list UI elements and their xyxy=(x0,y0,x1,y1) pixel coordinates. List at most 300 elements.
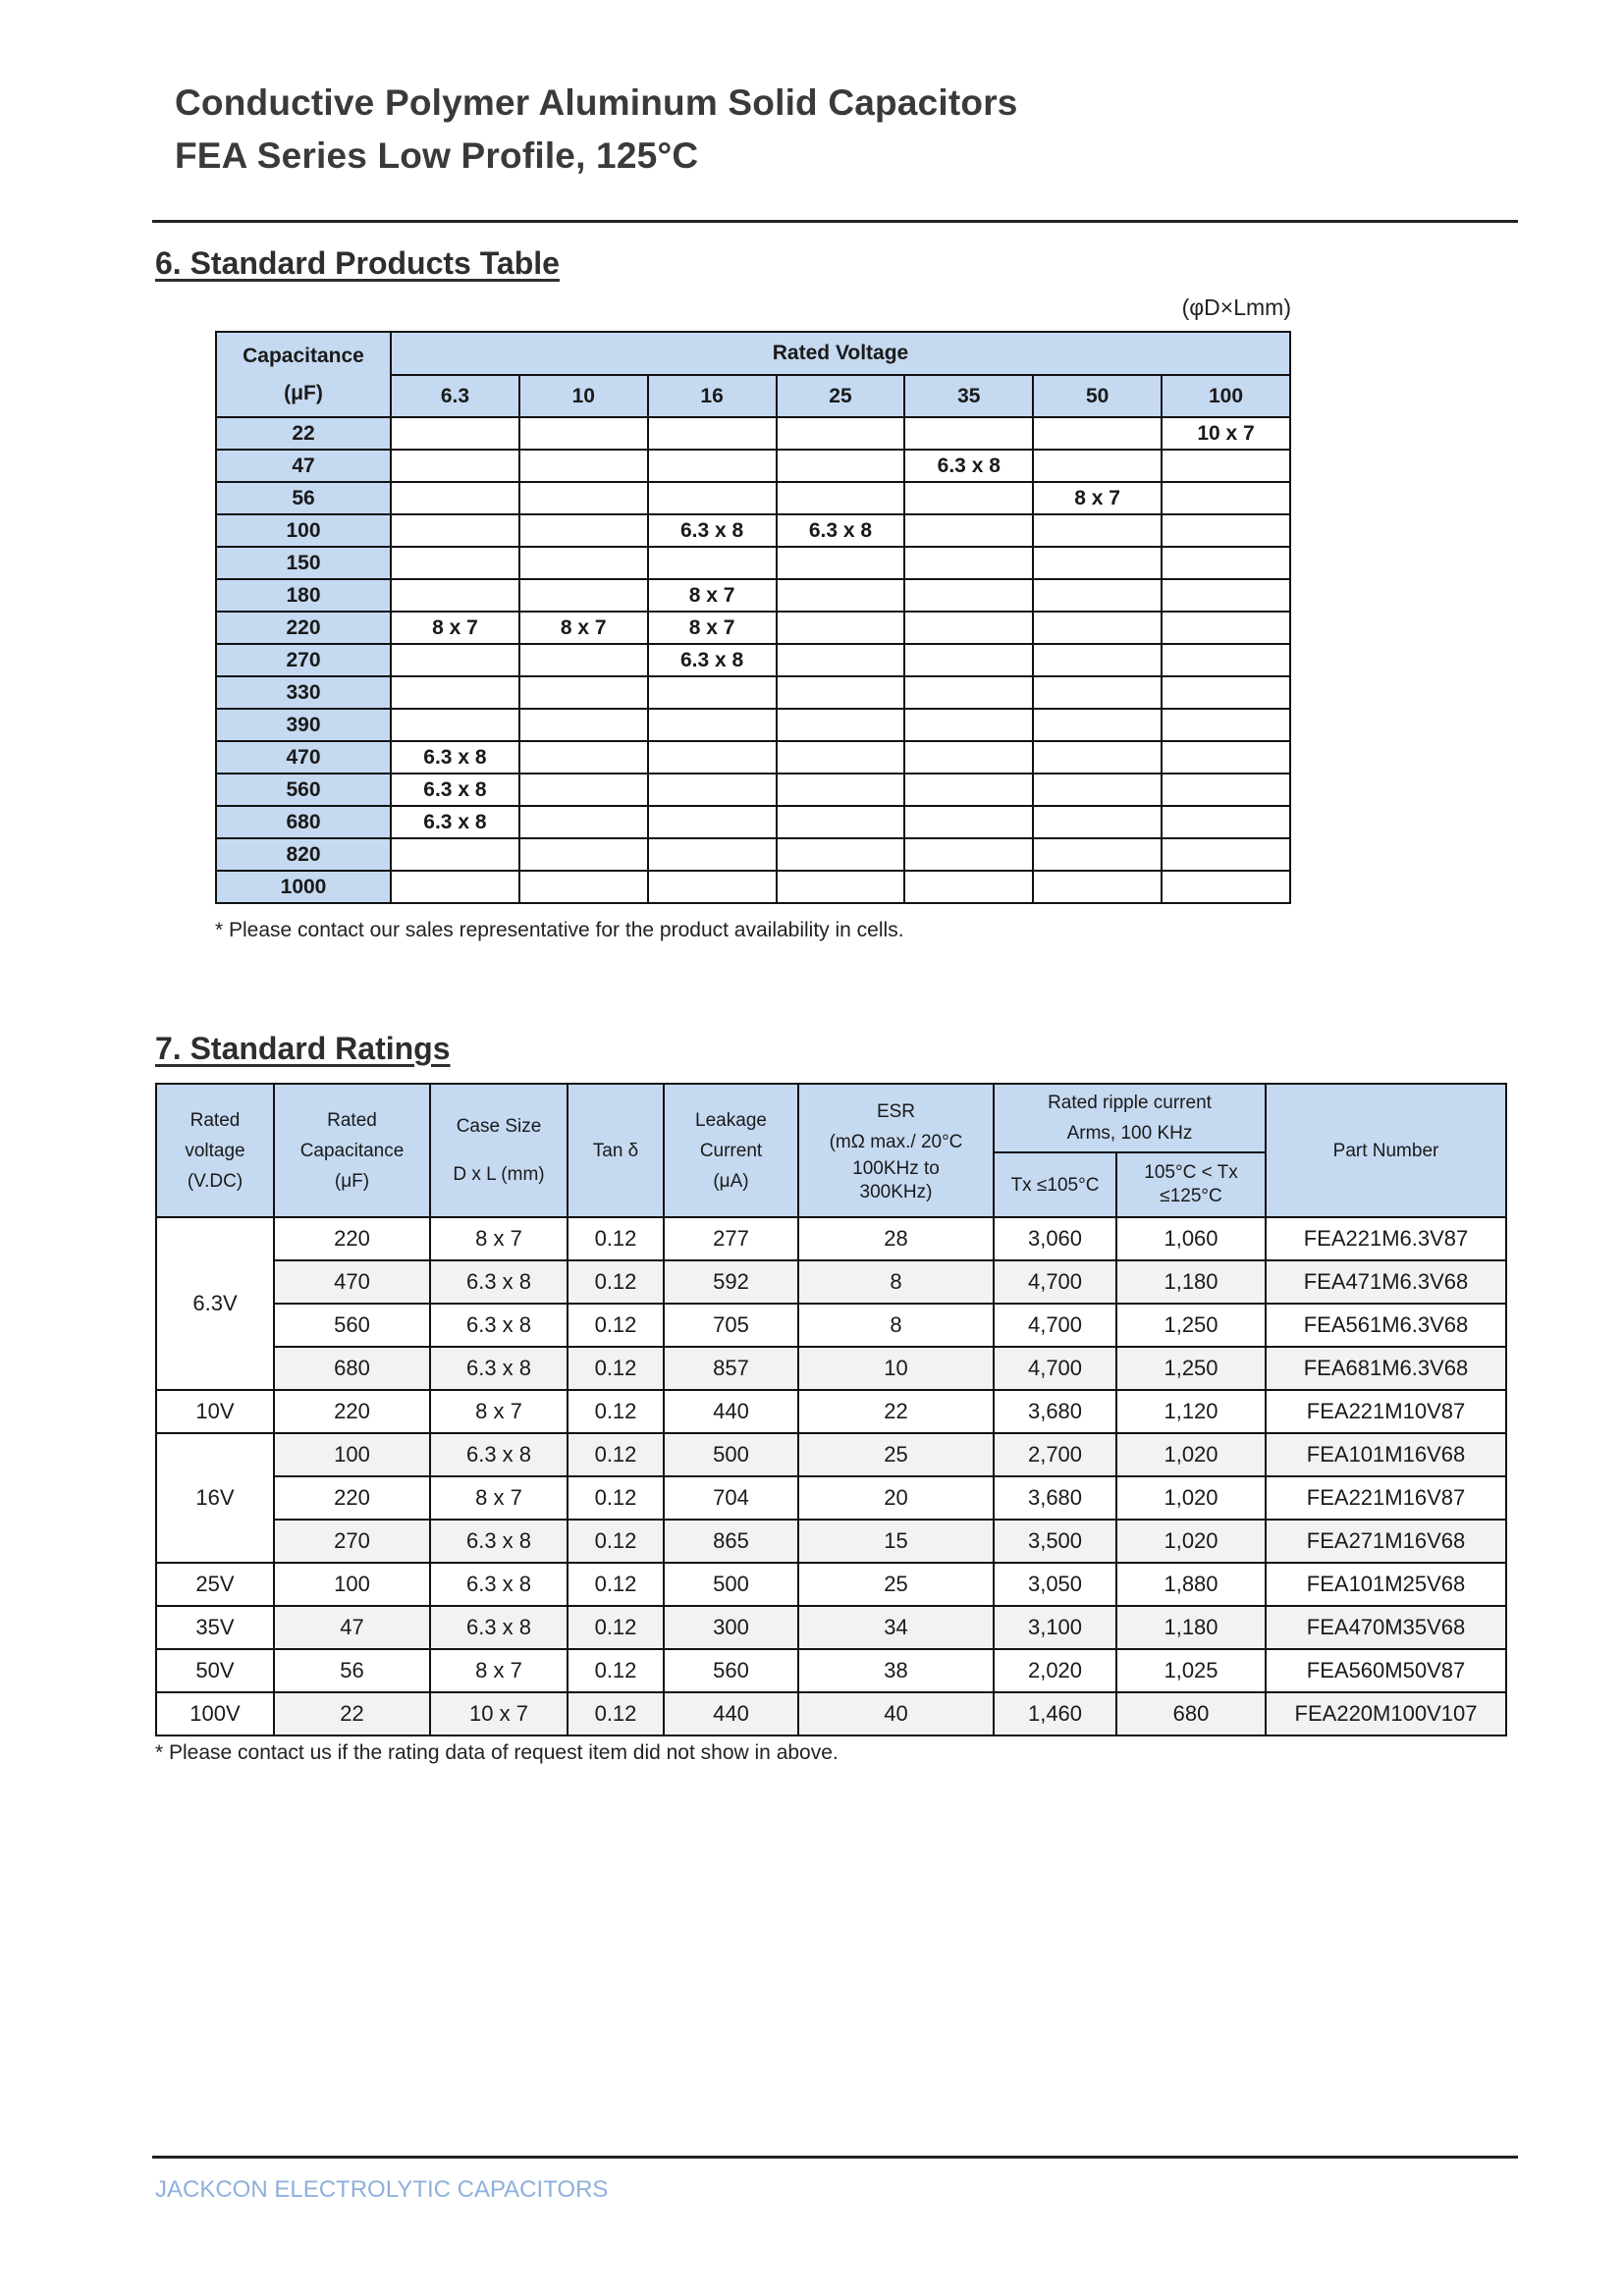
voltage-header-cell: 10 xyxy=(519,375,648,417)
case-size-cell xyxy=(1162,514,1290,547)
table-row xyxy=(156,1347,1506,1390)
ripple-sub-2-line-1: 105°C < Tx xyxy=(1144,1162,1238,1183)
rated-voltage-cell: 10V xyxy=(156,1390,274,1433)
case-size-cell xyxy=(648,774,777,806)
rated-capacitance-cell: 270 xyxy=(274,1520,430,1563)
case-size-cell: 6.3 x 8 xyxy=(430,1260,568,1304)
products-note: * Please contact our sales representative for the product availability in cells. xyxy=(215,919,904,941)
case-size-cell xyxy=(1033,612,1162,644)
case-size-cell: 8 x 7 xyxy=(391,612,519,644)
case-size-cell xyxy=(777,547,905,579)
case-size-cell xyxy=(777,741,905,774)
table-row xyxy=(156,1606,1506,1649)
part-number-cell: FEA471M6.3V68 xyxy=(1266,1260,1506,1304)
table-row xyxy=(156,1692,1506,1735)
part-number-cell: FEA560M50V87 xyxy=(1266,1649,1506,1692)
capacitance-cell: 56 xyxy=(216,482,391,514)
case-size-cell xyxy=(904,514,1033,547)
tan-delta-cell: 0.12 xyxy=(568,1520,664,1563)
ratings-note: * Please contact us if the rating data of request item did not show in above. xyxy=(155,1741,839,1764)
rated-capacitance-line-2: Capacitance xyxy=(299,1140,405,1161)
case-size-cell xyxy=(1162,612,1290,644)
case-size-cell xyxy=(1162,547,1290,579)
esr-cell: 38 xyxy=(798,1649,994,1692)
case-size-cell xyxy=(519,676,648,709)
case-size-cell: 6.3 x 8 xyxy=(430,1304,568,1347)
capacitance-cell: 470 xyxy=(216,741,391,774)
case-size-cell xyxy=(648,547,777,579)
case-size-cell xyxy=(777,644,905,676)
leakage-current-cell: 277 xyxy=(664,1217,798,1260)
case-size-cell xyxy=(519,579,648,612)
header-divider xyxy=(152,220,1518,223)
ripple-sub-header-2 xyxy=(1116,1152,1266,1217)
capacitance-header-unit: (μF) xyxy=(284,381,323,404)
footer-brand: JACKCON ELECTROLYTIC CAPACITORS xyxy=(155,2176,609,2203)
table-row xyxy=(156,1520,1506,1563)
case-size-cell: 6.3 x 8 xyxy=(391,741,519,774)
ripple-105-cell: 3,060 xyxy=(994,1217,1116,1260)
case-size-cell xyxy=(648,806,777,838)
esr-cell: 10 xyxy=(798,1347,994,1390)
case-size-cell xyxy=(1033,644,1162,676)
case-size-cell xyxy=(904,644,1033,676)
esr-line-4: 300KHz) xyxy=(859,1182,933,1202)
case-size-cell: 8 x 7 xyxy=(430,1390,568,1433)
case-size-cell xyxy=(1162,806,1290,838)
case-size-cell xyxy=(1033,676,1162,709)
table-row xyxy=(216,838,1290,871)
capacitance-cell: 270 xyxy=(216,644,391,676)
ripple-105-cell: 3,500 xyxy=(994,1520,1116,1563)
leakage-line-2: Current xyxy=(699,1140,763,1161)
ripple-125-cell: 1,020 xyxy=(1116,1476,1266,1520)
case-size-cell xyxy=(391,482,519,514)
case-size-cell xyxy=(648,741,777,774)
case-size-cell xyxy=(1162,709,1290,741)
case-size-cell xyxy=(904,774,1033,806)
part-number-cell: FEA271M16V68 xyxy=(1266,1520,1506,1563)
table-row xyxy=(216,741,1290,774)
tan-delta-cell: 0.12 xyxy=(568,1563,664,1606)
case-size-col-header xyxy=(430,1084,568,1217)
case-size-cell xyxy=(519,644,648,676)
rated-voltage-cell: 25V xyxy=(156,1563,274,1606)
leakage-line-1: Leakage xyxy=(695,1109,767,1131)
case-size-cell xyxy=(519,450,648,482)
leakage-current-cell: 560 xyxy=(664,1649,798,1692)
case-size-cell xyxy=(1033,741,1162,774)
case-size-cell xyxy=(904,709,1033,741)
ripple-105-cell: 3,100 xyxy=(994,1606,1116,1649)
case-size-cell xyxy=(904,547,1033,579)
case-size-cell xyxy=(519,741,648,774)
products-heading: 6. Standard Products Table xyxy=(155,245,560,281)
case-size-cell xyxy=(648,871,777,903)
esr-cell: 8 xyxy=(798,1304,994,1347)
tan-delta-cell: 0.12 xyxy=(568,1649,664,1692)
case-size-cell xyxy=(777,417,905,450)
case-size-cell: 6.3 x 8 xyxy=(430,1520,568,1563)
ripple-105-cell: 4,700 xyxy=(994,1304,1116,1347)
ratings-heading: 7. Standard Ratings xyxy=(155,1031,451,1066)
leakage-current-cell: 440 xyxy=(664,1390,798,1433)
leakage-current-cell: 592 xyxy=(664,1260,798,1304)
rated-capacitance-cell: 560 xyxy=(274,1304,430,1347)
case-size-cell xyxy=(1033,450,1162,482)
case-size-cell xyxy=(904,676,1033,709)
case-size-cell: 8 x 7 xyxy=(430,1649,568,1692)
case-size-cell xyxy=(1162,871,1290,903)
title-line-2: FEA Series Low Profile, 125°C xyxy=(175,135,699,176)
case-size-cell xyxy=(391,644,519,676)
ripple-105-cell: 2,700 xyxy=(994,1433,1116,1476)
case-size-cell xyxy=(648,709,777,741)
case-size-cell: 6.3 x 8 xyxy=(391,806,519,838)
ripple-125-cell: 680 xyxy=(1116,1692,1266,1735)
case-size-cell xyxy=(1033,709,1162,741)
case-size-cell xyxy=(391,450,519,482)
ripple-125-cell: 1,060 xyxy=(1116,1217,1266,1260)
capacitance-cell: 330 xyxy=(216,676,391,709)
case-size-cell xyxy=(648,417,777,450)
capacitance-cell: 220 xyxy=(216,612,391,644)
ripple-sub-2-line-2: ≤125°C xyxy=(1160,1186,1222,1206)
case-size-cell xyxy=(1033,547,1162,579)
table-row xyxy=(156,1476,1506,1520)
esr-cell: 20 xyxy=(798,1476,994,1520)
leakage-current-cell: 440 xyxy=(664,1692,798,1735)
capacitance-cell: 180 xyxy=(216,579,391,612)
case-size-line-2: D x L (mm) xyxy=(453,1164,545,1185)
case-size-cell xyxy=(519,482,648,514)
leakage-current-cell: 704 xyxy=(664,1476,798,1520)
case-size-cell xyxy=(777,774,905,806)
rated-voltage-cell: 16V xyxy=(156,1433,274,1563)
case-size-cell xyxy=(1162,450,1290,482)
case-size-cell xyxy=(1162,579,1290,612)
rated-capacitance-cell: 22 xyxy=(274,1692,430,1735)
tan-delta-cell: 0.12 xyxy=(568,1260,664,1304)
case-size-cell xyxy=(648,482,777,514)
rated-voltage-cell: 50V xyxy=(156,1649,274,1692)
case-size-cell xyxy=(519,709,648,741)
ripple-sub-header-1: Tx ≤105°C xyxy=(994,1152,1116,1217)
rated-voltage-header: Rated Voltage xyxy=(391,332,1290,375)
ripple-105-cell: 1,460 xyxy=(994,1692,1116,1735)
table-row xyxy=(156,1390,1506,1433)
case-size-cell xyxy=(1162,838,1290,871)
voltage-header-cell: 16 xyxy=(648,375,777,417)
case-size-cell xyxy=(1033,774,1162,806)
case-size-cell xyxy=(777,806,905,838)
case-size-cell xyxy=(777,579,905,612)
case-size-cell: 8 x 7 xyxy=(1033,482,1162,514)
case-size-cell xyxy=(519,514,648,547)
voltage-header-cell: 100 xyxy=(1162,375,1290,417)
part-number-cell: FEA561M6.3V68 xyxy=(1266,1304,1506,1347)
case-size-line-1: Case Size xyxy=(456,1116,542,1137)
case-size-cell xyxy=(777,482,905,514)
leakage-current-cell: 500 xyxy=(664,1433,798,1476)
case-size-cell xyxy=(648,676,777,709)
case-size-cell xyxy=(519,838,648,871)
capacitance-header xyxy=(216,332,391,417)
case-size-cell xyxy=(1162,482,1290,514)
table-row xyxy=(216,482,1290,514)
ripple-105-cell: 3,680 xyxy=(994,1476,1116,1520)
table-row xyxy=(216,709,1290,741)
case-size-cell: 8 x 7 xyxy=(519,612,648,644)
table-row xyxy=(216,612,1290,644)
case-size-cell xyxy=(904,579,1033,612)
table-row xyxy=(216,871,1290,903)
case-size-cell xyxy=(904,838,1033,871)
case-size-cell xyxy=(904,871,1033,903)
table-row xyxy=(156,1649,1506,1692)
tan-delta-cell: 0.12 xyxy=(568,1606,664,1649)
case-size-cell xyxy=(648,838,777,871)
part-number-cell: FEA220M100V107 xyxy=(1266,1692,1506,1735)
case-size-cell xyxy=(904,482,1033,514)
table-row xyxy=(216,676,1290,709)
title-line-1: Conductive Polymer Aluminum Solid Capacitors xyxy=(175,82,1018,123)
case-size-cell: 6.3 x 8 xyxy=(430,1606,568,1649)
case-size-cell: 6.3 x 8 xyxy=(430,1433,568,1476)
ripple-125-cell: 1,250 xyxy=(1116,1347,1266,1390)
standard-ratings-table xyxy=(155,1083,1507,1736)
table-row xyxy=(216,806,1290,838)
capacitance-cell: 150 xyxy=(216,547,391,579)
ripple-line-1: Rated ripple current xyxy=(1048,1093,1212,1113)
part-number-cell: FEA101M25V68 xyxy=(1266,1563,1506,1606)
case-size-cell xyxy=(391,514,519,547)
rated-voltage-cell: 100V xyxy=(156,1692,274,1735)
capacitance-cell: 390 xyxy=(216,709,391,741)
part-number-cell: FEA221M16V87 xyxy=(1266,1476,1506,1520)
unit-note: (φD×Lmm) xyxy=(1181,294,1291,320)
leakage-current-cell: 500 xyxy=(664,1563,798,1606)
case-size-cell xyxy=(777,612,905,644)
esr-cell: 40 xyxy=(798,1692,994,1735)
ripple-125-cell: 1,250 xyxy=(1116,1304,1266,1347)
case-size-cell xyxy=(904,741,1033,774)
rated-voltage-line-1: Rated xyxy=(189,1109,241,1131)
capacitance-cell: 680 xyxy=(216,806,391,838)
case-size-cell: 8 x 7 xyxy=(648,612,777,644)
case-size-cell xyxy=(391,838,519,871)
case-size-cell xyxy=(1033,417,1162,450)
esr-cell: 8 xyxy=(798,1260,994,1304)
esr-cell: 25 xyxy=(798,1563,994,1606)
table-row xyxy=(216,644,1290,676)
ripple-105-cell: 3,680 xyxy=(994,1390,1116,1433)
case-size-cell xyxy=(904,417,1033,450)
case-size-cell: 6.3 x 8 xyxy=(430,1347,568,1390)
rated-voltage-line-2: voltage xyxy=(185,1140,245,1161)
table-row xyxy=(156,1217,1506,1260)
case-size-cell: 6.3 x 8 xyxy=(391,774,519,806)
ripple-105-cell: 4,700 xyxy=(994,1260,1116,1304)
case-size-cell: 6.3 x 8 xyxy=(648,514,777,547)
case-size-cell: 6.3 x 8 xyxy=(430,1563,568,1606)
document-title xyxy=(175,77,1018,183)
capacitance-cell: 100 xyxy=(216,514,391,547)
case-size-cell xyxy=(904,612,1033,644)
case-size-cell xyxy=(1162,741,1290,774)
tan-delta-cell: 0.12 xyxy=(568,1476,664,1520)
rated-capacitance-cell: 680 xyxy=(274,1347,430,1390)
case-size-cell: 6.3 x 8 xyxy=(904,450,1033,482)
ripple-125-cell: 1,180 xyxy=(1116,1260,1266,1304)
case-size-cell xyxy=(391,676,519,709)
rated-voltage-cell: 35V xyxy=(156,1606,274,1649)
ripple-125-cell: 1,180 xyxy=(1116,1606,1266,1649)
case-size-cell xyxy=(391,417,519,450)
case-size-cell xyxy=(1162,676,1290,709)
case-size-cell: 6.3 x 8 xyxy=(648,644,777,676)
case-size-cell: 8 x 7 xyxy=(430,1476,568,1520)
case-size-cell xyxy=(1033,871,1162,903)
rated-capacitance-cell: 220 xyxy=(274,1476,430,1520)
esr-cell: 15 xyxy=(798,1520,994,1563)
tan-delta-col-header: Tan δ xyxy=(568,1084,664,1217)
rated-capacitance-line-1: Rated xyxy=(327,1109,377,1131)
case-size-cell xyxy=(777,676,905,709)
table-row xyxy=(216,450,1290,482)
rated-capacitance-cell: 100 xyxy=(274,1563,430,1606)
case-size-cell xyxy=(1162,644,1290,676)
case-size-cell: 10 x 7 xyxy=(1162,417,1290,450)
leakage-line-3: (μA) xyxy=(713,1170,749,1192)
esr-col-header xyxy=(798,1084,994,1217)
esr-cell: 28 xyxy=(798,1217,994,1260)
case-size-cell: 6.3 x 8 xyxy=(777,514,905,547)
rated-voltage-line-3: (V.DC) xyxy=(187,1170,244,1192)
standard-products-table xyxy=(215,331,1291,904)
ripple-105-cell: 3,050 xyxy=(994,1563,1116,1606)
ripple-125-cell: 1,880 xyxy=(1116,1563,1266,1606)
leakage-current-cell: 865 xyxy=(664,1520,798,1563)
case-size-cell xyxy=(1162,774,1290,806)
ripple-col-header xyxy=(994,1084,1266,1152)
rated-capacitance-cell: 47 xyxy=(274,1606,430,1649)
case-size-cell: 10 x 7 xyxy=(430,1692,568,1735)
table-row xyxy=(156,1433,1506,1476)
ripple-125-cell: 1,020 xyxy=(1116,1433,1266,1476)
part-number-col-header: Part Number xyxy=(1266,1084,1506,1217)
rated-capacitance-cell: 220 xyxy=(274,1217,430,1260)
part-number-cell: FEA221M6.3V87 xyxy=(1266,1217,1506,1260)
case-size-cell xyxy=(1033,579,1162,612)
rated-capacitance-cell: 470 xyxy=(274,1260,430,1304)
case-size-cell xyxy=(391,579,519,612)
ripple-line-2: Arms, 100 KHz xyxy=(1066,1123,1193,1144)
case-size-cell: 8 x 7 xyxy=(648,579,777,612)
case-size-cell xyxy=(519,806,648,838)
case-size-cell xyxy=(777,871,905,903)
case-size-cell xyxy=(777,450,905,482)
voltage-header-cell: 25 xyxy=(777,375,905,417)
voltage-header-cell: 50 xyxy=(1033,375,1162,417)
ripple-125-cell: 1,020 xyxy=(1116,1520,1266,1563)
case-size-cell xyxy=(391,709,519,741)
esr-cell: 34 xyxy=(798,1606,994,1649)
table-row xyxy=(156,1260,1506,1304)
tan-delta-cell: 0.12 xyxy=(568,1217,664,1260)
leakage-col-header xyxy=(664,1084,798,1217)
rated-capacitance-cell: 56 xyxy=(274,1649,430,1692)
case-size-cell xyxy=(519,871,648,903)
rated-voltage-cell: 6.3V xyxy=(156,1217,274,1390)
voltage-header-cell: 6.3 xyxy=(391,375,519,417)
table-row xyxy=(156,1304,1506,1347)
rated-capacitance-line-3: (μF) xyxy=(334,1170,370,1192)
leakage-current-cell: 705 xyxy=(664,1304,798,1347)
tan-delta-cell: 0.12 xyxy=(568,1433,664,1476)
case-size-cell xyxy=(519,417,648,450)
tan-delta-cell: 0.12 xyxy=(568,1304,664,1347)
leakage-current-cell: 857 xyxy=(664,1347,798,1390)
esr-cell: 22 xyxy=(798,1390,994,1433)
esr-line-2: (mΩ max./ 20°C xyxy=(829,1132,963,1152)
esr-line-3: 100KHz to xyxy=(852,1158,940,1179)
esr-line-1: ESR xyxy=(876,1101,916,1122)
case-size-cell xyxy=(1033,514,1162,547)
case-size-cell xyxy=(777,838,905,871)
ripple-125-cell: 1,120 xyxy=(1116,1390,1266,1433)
ripple-105-cell: 2,020 xyxy=(994,1649,1116,1692)
case-size-cell xyxy=(777,709,905,741)
footer-divider xyxy=(152,2156,1518,2159)
capacitance-cell: 820 xyxy=(216,838,391,871)
esr-cell: 25 xyxy=(798,1433,994,1476)
rated-capacitance-cell: 100 xyxy=(274,1433,430,1476)
voltage-header-cell: 35 xyxy=(904,375,1033,417)
leakage-current-cell: 300 xyxy=(664,1606,798,1649)
case-size-cell: 8 x 7 xyxy=(430,1217,568,1260)
capacitance-cell: 560 xyxy=(216,774,391,806)
table-row xyxy=(216,774,1290,806)
part-number-cell: FEA470M35V68 xyxy=(1266,1606,1506,1649)
rated-voltage-col-header xyxy=(156,1084,274,1217)
table-row xyxy=(216,579,1290,612)
rated-capacitance-col-header xyxy=(274,1084,430,1217)
case-size-cell xyxy=(648,450,777,482)
part-number-cell: FEA681M6.3V68 xyxy=(1266,1347,1506,1390)
case-size-cell xyxy=(519,547,648,579)
case-size-cell xyxy=(904,806,1033,838)
rated-capacitance-cell: 220 xyxy=(274,1390,430,1433)
case-size-cell xyxy=(1033,806,1162,838)
part-number-cell: FEA101M16V68 xyxy=(1266,1433,1506,1476)
table-row xyxy=(156,1563,1506,1606)
tan-delta-cell: 0.12 xyxy=(568,1347,664,1390)
tan-delta-cell: 0.12 xyxy=(568,1692,664,1735)
capacitance-cell: 1000 xyxy=(216,871,391,903)
tan-delta-cell: 0.12 xyxy=(568,1390,664,1433)
case-size-cell xyxy=(391,547,519,579)
ripple-125-cell: 1,025 xyxy=(1116,1649,1266,1692)
case-size-cell xyxy=(391,871,519,903)
part-number-cell: FEA221M10V87 xyxy=(1266,1390,1506,1433)
case-size-cell xyxy=(519,774,648,806)
table-row xyxy=(216,547,1290,579)
capacitance-cell: 22 xyxy=(216,417,391,450)
capacitance-cell: 47 xyxy=(216,450,391,482)
capacitance-header-label: Capacitance xyxy=(243,344,364,367)
table-row xyxy=(216,514,1290,547)
